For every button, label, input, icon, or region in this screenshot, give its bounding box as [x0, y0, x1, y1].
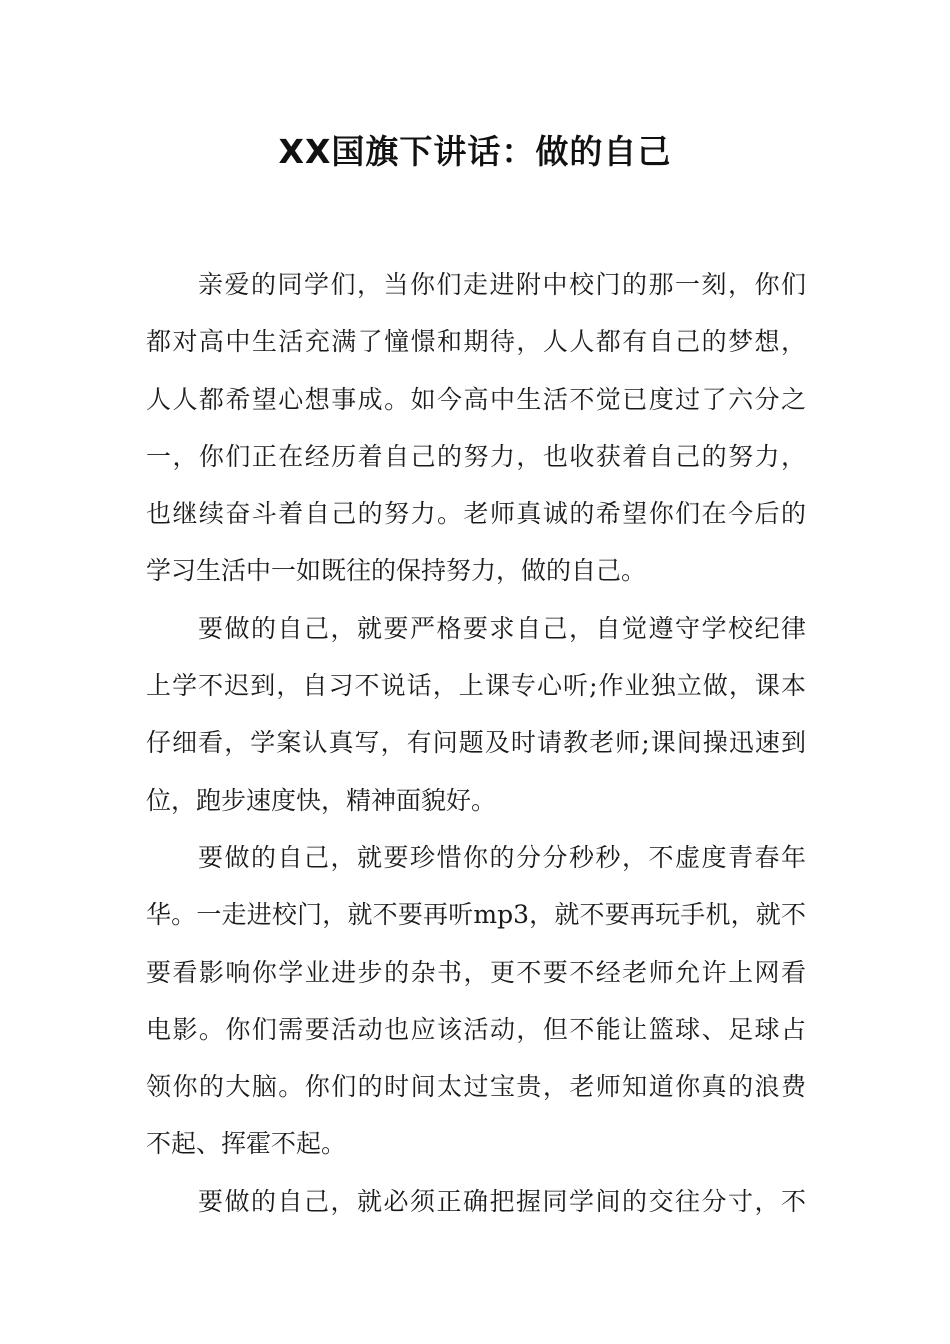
text-line: 要做的自己，就必须正确把握同学间的交往分寸，不 — [198, 1186, 806, 1216]
text-line: 要做的自己，就要珍惜你的分分秒秒，不虚度青春年 — [198, 842, 806, 872]
text-line: 要看影响你学业进步的杂书，更不要不经老师允许上网看 — [146, 957, 806, 987]
text-line: 人人都希望心想事成。如今高中生活不觉已度过了六分之 — [146, 384, 806, 414]
text-line: 仔细看，学案认真写，有问题及时请教老师;课间操迅速到 — [146, 728, 806, 758]
text-line: 都对高中生活充满了憧憬和期待，人人都有自己的梦想， — [146, 327, 806, 357]
text-line: 位，跑步速度快，精神面貌好。 — [146, 785, 497, 815]
document-title: XX国旗下讲话：做的自己 — [278, 132, 672, 171]
text-line: 上学不迟到，自习不说话，上课专心听;作业独立做，课本 — [146, 671, 806, 701]
text-line: 要做的自己，就要严格要求自己，自觉遵守学校纪律 — [198, 613, 806, 643]
text-line: 华。一走进校门，就不要再听mp3，就不要再玩手机，就不 — [146, 900, 806, 930]
paragraph-3 — [146, 829, 806, 1173]
paragraph-1 — [146, 256, 806, 600]
text-line: 也继续奋斗着自己的努力。老师真诚的希望你们在今后的 — [146, 499, 806, 529]
text-line: 一，你们正在经历着自己的努力，也收获着自己的努力， — [146, 441, 806, 471]
document-body — [146, 256, 806, 1230]
text-line: 不起、挥霍不起。 — [146, 1129, 347, 1159]
text-line: 电影。你们需要活动也应该活动，但不能让篮球、足球占 — [146, 1014, 806, 1044]
paragraph-4 — [146, 1173, 806, 1230]
text-line: 领你的大脑。你们的时间太过宝贵，老师知道你真的浪费 — [146, 1072, 806, 1102]
paragraph-2 — [146, 600, 806, 829]
text-line: 亲爱的同学们，当你们走进附中校门的那一刻，你们 — [198, 270, 806, 299]
text-line: 学习生活中一如既往的保持努力，做的自己。 — [146, 556, 647, 586]
